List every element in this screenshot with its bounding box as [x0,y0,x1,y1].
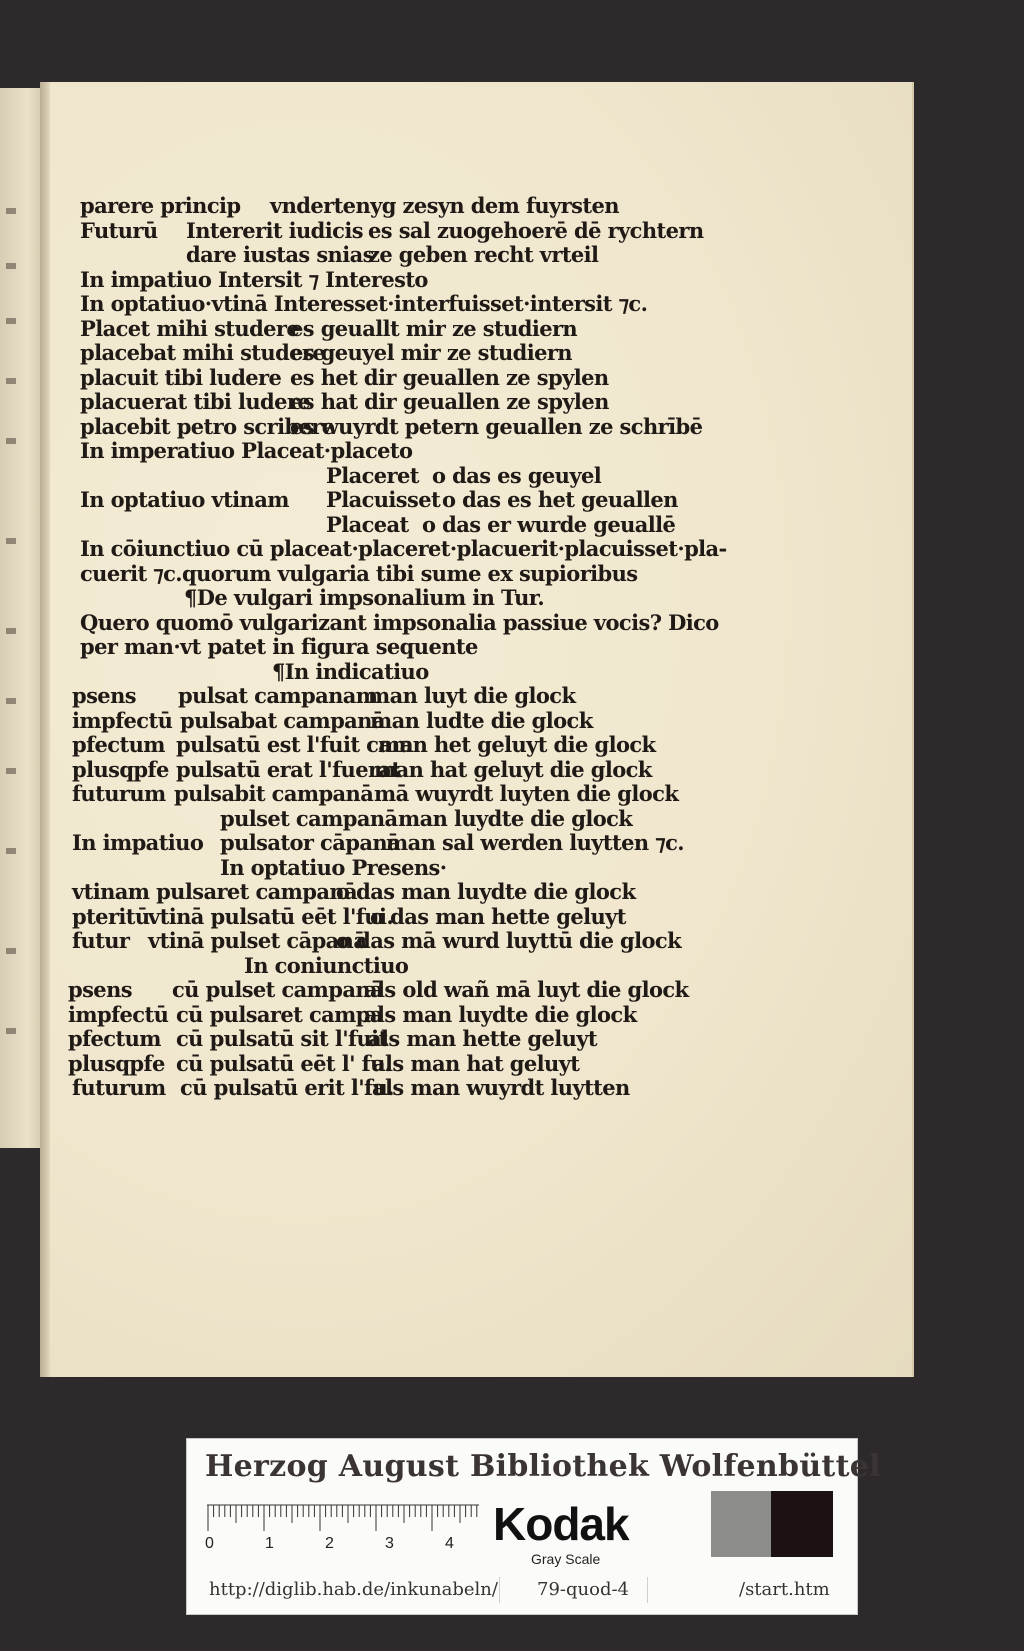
text-col-2: es hat dir geuallen ze spylen [290,389,609,414]
text-col-1: Placet mihi studere [80,315,300,341]
text-col-2: vndertenyg zesyn dem fuyrsten [270,193,619,218]
text-col-2: pulsatū est l'fuit cam [176,732,413,757]
ruler-ticks [207,1503,479,1533]
text-col-3: als old wañ mā luyt die glock [364,977,689,1002]
text-col-1: plusqpfe [68,1050,165,1076]
text-col-3: o das mā wurd luyttū die glock [336,928,682,953]
text-col-1: cuerit ⁊c.quorum vulgaria tibi sume ex supioribus [80,560,638,586]
text-col-1: plusqpfe [72,756,169,782]
text-col-3: als man wuyrdt luytten [372,1075,630,1100]
text-col-2: pulset campanā [220,805,398,831]
text-col-3: als man hette geluyt [368,1026,598,1051]
text-col-2: pulsabit campanā [174,781,374,806]
ruler-number: 4 [445,1535,454,1552]
gray-swatch [711,1491,771,1557]
text-col-1: pfectum [72,732,165,757]
page-gutter [40,82,50,1377]
text-col-2: Placeret [326,462,419,488]
text-col-2: pulsator cāpanā [220,830,401,855]
divider [647,1577,648,1603]
text-col-3: o das er wurde geuallē [422,511,676,537]
text-col-1: In imperatiuo Placeat·placeto [80,438,413,463]
text-col-3: o das es het geuallen [442,487,678,512]
text-col-2: es geuallt mir ze studiern [290,315,578,341]
text-col-2: ¶In indicatiuo [272,658,429,684]
divider [499,1577,500,1603]
text-col-1: vtinam pulsaret campanā [72,879,358,904]
text-col-2: In coniunctiuo [244,952,409,978]
text-col-1: impfectū [72,707,173,733]
text-col-2: es geuyel mir ze studiern [290,340,572,365]
text-col-3: es sal zuogehoerē dē rychtern [368,217,704,243]
ruler-number: 0 [205,1535,214,1552]
text-col-1: placuerat tibi ludere [80,389,311,414]
text-col-3: man luydte die glock [398,805,633,831]
url-strip [199,1573,845,1605]
text-col-1: In impatiuo Intersit ⁊ Interesto [80,266,428,292]
text-col-1: psens [72,683,136,708]
text-col-2: Intererit iudicis [186,217,363,243]
color-target-card [186,1438,881,1615]
text-col-2: vtinā pulset cāpanā [148,928,367,953]
text-col-3: als man hat geluyt [372,1050,580,1076]
url-base: http://diglib.hab.de/inkunabeln/ [209,1579,498,1600]
text-col-1: futurum [72,781,166,806]
text-col-3: man sal werden luytten ⁊c. [386,830,684,855]
text-col-2: o das man luydte die glock [336,879,636,904]
text-col-2: In optatiuo Presens· [220,854,447,880]
url-page: /start.htm [739,1579,830,1600]
text-col-1: In impatiuo [72,830,204,855]
text-col-1: impfectū [68,1001,169,1027]
text-col-1: Futurū [80,217,158,243]
library-title: Herzog August Bibliothek Wolfenbüttel [205,1449,881,1484]
text-col-1: placebit petro scribere [80,413,335,439]
text-col-2: cū pulsatū erit l'fu. [180,1075,394,1100]
text-col-1: futur [72,928,130,953]
text-col-2: es wuyrdt petern geuallen ze schrībē [290,413,703,439]
text-col-3: man het geluyt die glock [378,732,656,757]
text-col-2: es het dir geuallen ze spylen [290,364,609,390]
text-col-3: ze geben recht vrteil [368,242,599,267]
text-col-3: o das es geuyel [432,462,602,488]
text-col-1: futurum [72,1075,166,1100]
text-col-3: mā wuyrdt luyten die glock [374,781,679,806]
text-col-3: als man luydte die glock [364,1001,637,1027]
text-col-3: o das man hette geluyt [370,903,626,929]
text-col-2: cū pulsaret campa [176,1001,383,1027]
text-col-2: cū pulset campanā [172,977,384,1002]
ruler-number: 3 [385,1535,394,1552]
text-col-2: vtinā pulsatū eēt l'fui. [148,903,394,929]
url-id: 79-quod-4 [537,1579,629,1600]
text-col-1: parere princip [80,193,241,218]
ruler-number: 2 [325,1535,334,1552]
text-col-2: dare iustas snias [186,242,374,267]
scale-ruler [207,1503,479,1551]
text-col-1: per man·vt patet in figura sequente [80,634,478,659]
text-col-1: pfectum [68,1026,161,1051]
kodak-logo: Kodak [493,1498,629,1550]
text-col-2: pulsat campanam [178,683,378,708]
text-col-1: placuit tibi ludere [80,364,282,390]
text-col-2: Placuisset [326,487,441,512]
text-col-1: pteritū [72,903,150,929]
text-col-2: pulsabat campanā [180,707,385,733]
black-swatch [771,1491,833,1557]
text-col-3: man luyt die glock [368,683,576,708]
gray-scale-label: Gray Scale [531,1551,601,1567]
white-swatch [651,1491,711,1557]
text-col-2: pulsatū erat l'fuerat [176,756,401,782]
text-col-2: cū pulsatū eēt l' fu. [176,1050,392,1076]
text-col-2: cū pulsatū sit l'fuit [176,1026,388,1051]
text-col-1: In cōiunctiuo cū placeat·placeret·placuerit·placuisset·pla- [80,536,727,561]
ruler-number: 1 [265,1535,274,1552]
text-col-1: psens [68,977,132,1002]
text-col-3: man hat geluyt die glock [374,756,652,782]
text-col-1: placebat mihi studere [80,340,326,365]
text-col-2: ¶De vulgari impsonalium in Tur. [184,585,545,610]
text-col-1: In optatiuo vtinam [80,487,289,512]
text-col-3: man ludte die glock [370,707,593,733]
text-col-1: Quero quomō vulgarizant impsonalia passiue vocis? Dico [80,609,719,635]
text-col-1: In optatiuo·vtinā Interesset·interfuisset·intersit ⁊c. [80,291,648,316]
text-col-2: Placeat [326,511,409,537]
